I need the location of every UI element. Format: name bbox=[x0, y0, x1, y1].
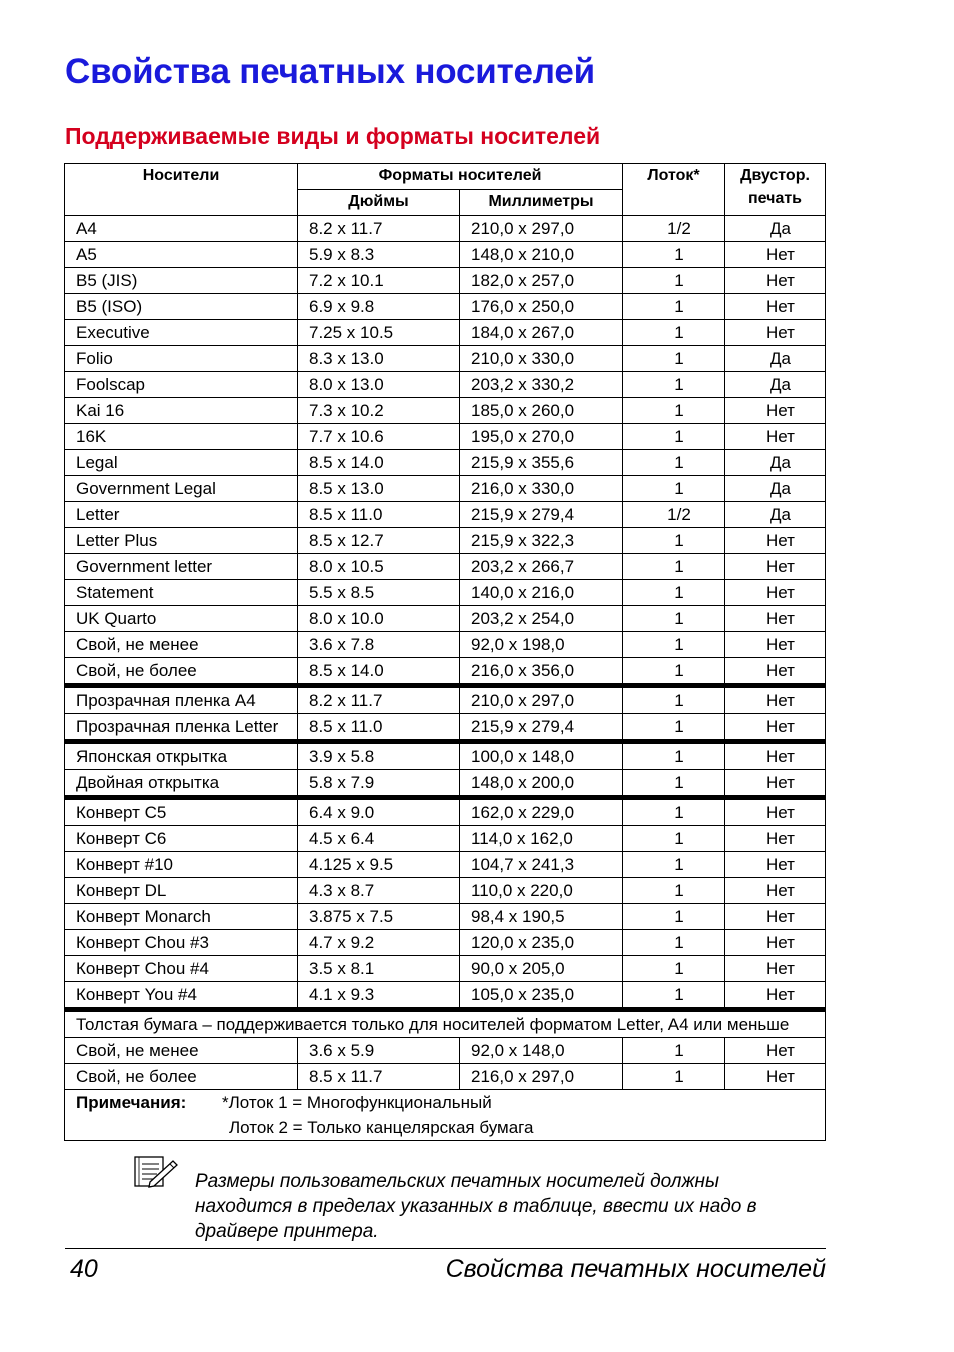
cell-inches: 8.5 x 13.0 bbox=[298, 476, 460, 502]
cell-media: Letter Plus bbox=[65, 528, 298, 554]
table-row bbox=[65, 904, 826, 930]
cell-mm: 216,0 x 297,0 bbox=[460, 1064, 623, 1090]
cell-mm: 148,0 x 200,0 bbox=[460, 770, 623, 798]
cell-inches: 8.5 x 11.0 bbox=[298, 714, 460, 742]
table-row bbox=[65, 424, 826, 450]
cell-media: Executive bbox=[65, 320, 298, 346]
cell-inches: 4.7 x 9.2 bbox=[298, 930, 460, 956]
cell-inches: 3.9 x 5.8 bbox=[298, 742, 460, 770]
cell-tray: 1 bbox=[623, 476, 725, 502]
cell-duplex: Нет bbox=[725, 956, 826, 982]
cell-duplex: Нет bbox=[725, 242, 826, 268]
cell-duplex: Нет bbox=[725, 852, 826, 878]
cell-inches: 7.25 x 10.5 bbox=[298, 320, 460, 346]
cell-media: Конверт C6 bbox=[65, 826, 298, 852]
cell-tray: 1 bbox=[623, 686, 725, 714]
cell-media: B5 (ISO) bbox=[65, 294, 298, 320]
cell-mm: 98,4 x 190,5 bbox=[460, 904, 623, 930]
table-row bbox=[65, 1038, 826, 1064]
cell-mm: 216,0 x 356,0 bbox=[460, 658, 623, 686]
cell-duplex: Нет bbox=[725, 632, 826, 658]
cell-inches: 3.875 x 7.5 bbox=[298, 904, 460, 930]
table-row bbox=[65, 294, 826, 320]
cell-inches: 8.3 x 13.0 bbox=[298, 346, 460, 372]
table-row bbox=[65, 742, 826, 770]
cell-mm: 104,7 x 241,3 bbox=[460, 852, 623, 878]
notepad-pen-icon bbox=[133, 1155, 179, 1189]
cell-mm: 92,0 x 148,0 bbox=[460, 1038, 623, 1064]
table-row bbox=[65, 320, 826, 346]
cell-mm: 195,0 x 270,0 bbox=[460, 424, 623, 450]
footer-title: Свойства печатных носителей bbox=[445, 1255, 826, 1283]
table-row bbox=[65, 554, 826, 580]
table-row bbox=[65, 476, 826, 502]
cell-tray: 1 bbox=[623, 268, 725, 294]
cell-duplex: Нет bbox=[725, 770, 826, 798]
footer-rule bbox=[65, 1248, 826, 1249]
cell-media: Конверт Chou #3 bbox=[65, 930, 298, 956]
cell-tray: 1 bbox=[623, 878, 725, 904]
cell-tray: 1 bbox=[623, 982, 725, 1010]
cell-media: Свой, не менее bbox=[65, 1038, 298, 1064]
notes-line2: Лоток 2 = Только канцелярская бумага bbox=[229, 1118, 534, 1137]
cell-tray: 1 bbox=[623, 826, 725, 852]
cell-tray: 1 bbox=[623, 450, 725, 476]
cell-media: Свой, не более bbox=[65, 658, 298, 686]
table-row bbox=[65, 686, 826, 714]
section-subtitle: Поддерживаемые виды и форматы носителей bbox=[65, 123, 601, 149]
cell-mm: 215,9 x 322,3 bbox=[460, 528, 623, 554]
cell-mm: 215,9 x 355,6 bbox=[460, 450, 623, 476]
rows-transparency bbox=[65, 686, 826, 742]
page-number: 40 bbox=[70, 1255, 98, 1283]
cell-mm: 184,0 x 267,0 bbox=[460, 320, 623, 346]
cell-tray: 1/2 bbox=[623, 216, 725, 242]
header-mm: Миллиметры bbox=[460, 190, 623, 216]
header-media: Носители bbox=[65, 164, 298, 216]
cell-media: UK Quarto bbox=[65, 606, 298, 632]
cell-media: Letter bbox=[65, 502, 298, 528]
header-duplex-line2: печать bbox=[747, 190, 803, 207]
rows-postcards bbox=[65, 742, 826, 798]
cell-tray: 1 bbox=[623, 852, 725, 878]
cell-duplex: Нет bbox=[725, 424, 826, 450]
header-tray: Лоток* bbox=[623, 164, 725, 216]
table-row bbox=[65, 346, 826, 372]
cell-inches: 8.0 x 13.0 bbox=[298, 372, 460, 398]
cell-inches: 8.0 x 10.0 bbox=[298, 606, 460, 632]
cell-tray: 1 bbox=[623, 904, 725, 930]
cell-media: Foolscap bbox=[65, 372, 298, 398]
cell-media: Конверт Monarch bbox=[65, 904, 298, 930]
cell-mm: 210,0 x 297,0 bbox=[460, 216, 623, 242]
cell-tray: 1 bbox=[623, 770, 725, 798]
cell-inches: 4.125 x 9.5 bbox=[298, 852, 460, 878]
cell-duplex: Нет bbox=[725, 268, 826, 294]
cell-duplex: Да bbox=[725, 450, 826, 476]
table-row bbox=[65, 632, 826, 658]
cell-tray: 1 bbox=[623, 798, 725, 826]
cell-mm: 114,0 x 162,0 bbox=[460, 826, 623, 852]
table-row bbox=[65, 658, 826, 686]
cell-media: Statement bbox=[65, 580, 298, 606]
cell-inches: 3.6 x 7.8 bbox=[298, 632, 460, 658]
table-row bbox=[65, 502, 826, 528]
cell-tray: 1 bbox=[623, 1064, 725, 1090]
cell-mm: 210,0 x 297,0 bbox=[460, 686, 623, 714]
cell-duplex: Нет bbox=[725, 658, 826, 686]
cell-tray: 1 bbox=[623, 606, 725, 632]
media-formats-table bbox=[64, 163, 826, 1141]
cell-duplex: Нет bbox=[725, 982, 826, 1010]
cell-duplex: Нет bbox=[725, 294, 826, 320]
cell-duplex: Нет bbox=[725, 580, 826, 606]
cell-tray: 1 bbox=[623, 930, 725, 956]
cell-inches: 5.8 x 7.9 bbox=[298, 770, 460, 798]
header-inches: Дюймы bbox=[298, 190, 460, 216]
table-row bbox=[65, 852, 826, 878]
cell-inches: 7.7 x 10.6 bbox=[298, 424, 460, 450]
cell-inches: 8.5 x 14.0 bbox=[298, 658, 460, 686]
cell-tray: 1 bbox=[623, 742, 725, 770]
cell-duplex: Нет bbox=[725, 826, 826, 852]
cell-tray: 1 bbox=[623, 320, 725, 346]
cell-tray: 1 bbox=[623, 372, 725, 398]
table-row bbox=[65, 1010, 826, 1038]
cell-inches: 7.3 x 10.2 bbox=[298, 398, 460, 424]
cell-mm: 203,2 x 330,2 bbox=[460, 372, 623, 398]
cell-duplex: Нет bbox=[725, 686, 826, 714]
table-row bbox=[65, 268, 826, 294]
cell-media: Прозрачная пленка A4 bbox=[65, 686, 298, 714]
cell-mm: 203,2 x 254,0 bbox=[460, 606, 623, 632]
cell-media: Свой, не менее bbox=[65, 632, 298, 658]
cell-tray: 1 bbox=[623, 242, 725, 268]
cell-media: A5 bbox=[65, 242, 298, 268]
table-row bbox=[65, 930, 826, 956]
cell-media: Legal bbox=[65, 450, 298, 476]
cell-inches: 6.4 x 9.0 bbox=[298, 798, 460, 826]
table-row bbox=[65, 580, 826, 606]
cell-media: Конверт Chou #4 bbox=[65, 956, 298, 982]
cell-mm: 210,0 x 330,0 bbox=[460, 346, 623, 372]
cell-duplex: Да bbox=[725, 372, 826, 398]
cell-duplex: Нет bbox=[725, 798, 826, 826]
cell-inches: 4.1 x 9.3 bbox=[298, 982, 460, 1010]
cell-media: Folio bbox=[65, 346, 298, 372]
table-row bbox=[65, 770, 826, 798]
cell-mm: 100,0 x 148,0 bbox=[460, 742, 623, 770]
table-row bbox=[65, 982, 826, 1010]
cell-media: A4 bbox=[65, 216, 298, 242]
notes-label: Примечания: bbox=[76, 1093, 187, 1112]
cell-media: Свой, не более bbox=[65, 1064, 298, 1090]
notes-line1: *Лоток 1 = Многофункциональный bbox=[222, 1093, 492, 1112]
cell-mm: 148,0 x 210,0 bbox=[460, 242, 623, 268]
table-row bbox=[65, 372, 826, 398]
header-duplex-line1: Двустор. bbox=[740, 167, 810, 184]
table-row bbox=[65, 714, 826, 742]
cell-tray: 1 bbox=[623, 346, 725, 372]
cell-tray: 1 bbox=[623, 632, 725, 658]
cell-inches: 8.5 x 11.0 bbox=[298, 502, 460, 528]
cell-media: Японская открытка bbox=[65, 742, 298, 770]
table-row bbox=[65, 606, 826, 632]
cell-mm: 185,0 x 260,0 bbox=[460, 398, 623, 424]
cell-media: Government Legal bbox=[65, 476, 298, 502]
rows-thick-paper-note bbox=[65, 1010, 826, 1038]
cell-mm: 215,9 x 279,4 bbox=[460, 714, 623, 742]
page-title: Свойства печатных носителей bbox=[65, 52, 595, 91]
cell-duplex: Нет bbox=[725, 606, 826, 632]
cell-mm: 182,0 x 257,0 bbox=[460, 268, 623, 294]
cell-duplex: Да bbox=[725, 502, 826, 528]
cell-duplex: Нет bbox=[725, 742, 826, 770]
table-row bbox=[65, 528, 826, 554]
cell-tray: 1 bbox=[623, 580, 725, 606]
cell-inches: 5.5 x 8.5 bbox=[298, 580, 460, 606]
cell-inches: 6.9 x 9.8 bbox=[298, 294, 460, 320]
cell-inches: 8.5 x 12.7 bbox=[298, 528, 460, 554]
cell-mm: 110,0 x 220,0 bbox=[460, 878, 623, 904]
cell-inches: 8.5 x 11.7 bbox=[298, 1064, 460, 1090]
cell-mm: 92,0 x 198,0 bbox=[460, 632, 623, 658]
cell-tray: 1 bbox=[623, 554, 725, 580]
header-formats: Форматы носителей bbox=[298, 164, 623, 190]
cell-inches: 8.0 x 10.5 bbox=[298, 554, 460, 580]
cell-mm: 203,2 x 266,7 bbox=[460, 554, 623, 580]
cell-mm: 215,9 x 279,4 bbox=[460, 502, 623, 528]
table-row bbox=[65, 1090, 826, 1141]
cell-inches: 5.9 x 8.3 bbox=[298, 242, 460, 268]
cell-mm: 162,0 x 229,0 bbox=[460, 798, 623, 826]
cell-duplex: Нет bbox=[725, 1064, 826, 1090]
table-row bbox=[65, 242, 826, 268]
cell-inches: 3.6 x 5.9 bbox=[298, 1038, 460, 1064]
cell-media: Government letter bbox=[65, 554, 298, 580]
table-row bbox=[65, 398, 826, 424]
thick-paper-note: Толстая бумага – поддерживается только для носителей форматом Letter, A4 или меньше bbox=[65, 1010, 826, 1038]
cell-media: Конверт You #4 bbox=[65, 982, 298, 1010]
cell-media: B5 (JIS) bbox=[65, 268, 298, 294]
cell-duplex: Нет bbox=[725, 528, 826, 554]
cell-media: 16K bbox=[65, 424, 298, 450]
cell-media: Двойная открытка bbox=[65, 770, 298, 798]
cell-tray: 1 bbox=[623, 1038, 725, 1064]
cell-media: Конверт #10 bbox=[65, 852, 298, 878]
rows-thick-paper bbox=[65, 1038, 826, 1090]
cell-inches: 3.5 x 8.1 bbox=[298, 956, 460, 982]
rows-notes bbox=[65, 1090, 826, 1141]
cell-mm: 216,0 x 330,0 bbox=[460, 476, 623, 502]
cell-inches: 4.3 x 8.7 bbox=[298, 878, 460, 904]
cell-tray: 1 bbox=[623, 398, 725, 424]
header-duplex bbox=[725, 164, 826, 216]
cell-duplex: Нет bbox=[725, 398, 826, 424]
cell-tray: 1 bbox=[623, 528, 725, 554]
rows-envelopes bbox=[65, 798, 826, 1010]
table-row bbox=[65, 1064, 826, 1090]
cell-duplex: Да bbox=[725, 216, 826, 242]
cell-tray: 1 bbox=[623, 424, 725, 450]
cell-media: Конверт C5 bbox=[65, 798, 298, 826]
cell-inches: 4.5 x 6.4 bbox=[298, 826, 460, 852]
table-row bbox=[65, 826, 826, 852]
cell-mm: 176,0 x 250,0 bbox=[460, 294, 623, 320]
table-row bbox=[65, 956, 826, 982]
cell-mm: 105,0 x 235,0 bbox=[460, 982, 623, 1010]
cell-duplex: Нет bbox=[725, 714, 826, 742]
cell-duplex: Нет bbox=[725, 878, 826, 904]
cell-duplex: Нет bbox=[725, 554, 826, 580]
cell-mm: 90,0 x 205,0 bbox=[460, 956, 623, 982]
cell-duplex: Нет bbox=[725, 904, 826, 930]
cell-inches: 8.2 x 11.7 bbox=[298, 686, 460, 714]
cell-media: Kai 16 bbox=[65, 398, 298, 424]
cell-tray: 1/2 bbox=[623, 502, 725, 528]
cell-tray: 1 bbox=[623, 294, 725, 320]
cell-inches: 7.2 x 10.1 bbox=[298, 268, 460, 294]
note-text: Размеры пользовательских печатных носителей должны находится в пределах указанных в таблице, ввести их надо в драйвере принтера. bbox=[195, 1171, 757, 1242]
cell-duplex: Да bbox=[725, 346, 826, 372]
cell-duplex: Нет bbox=[725, 1038, 826, 1064]
cell-duplex: Да bbox=[725, 476, 826, 502]
cell-inches: 8.5 x 14.0 bbox=[298, 450, 460, 476]
cell-duplex: Нет bbox=[725, 930, 826, 956]
cell-media: Конверт DL bbox=[65, 878, 298, 904]
table-row bbox=[65, 878, 826, 904]
cell-mm: 140,0 x 216,0 bbox=[460, 580, 623, 606]
cell-tray: 1 bbox=[623, 714, 725, 742]
cell-tray: 1 bbox=[623, 956, 725, 982]
cell-duplex: Нет bbox=[725, 320, 826, 346]
cell-mm: 120,0 x 235,0 bbox=[460, 930, 623, 956]
table-notes bbox=[65, 1090, 826, 1141]
table-row bbox=[65, 798, 826, 826]
table-row bbox=[65, 216, 826, 242]
cell-tray: 1 bbox=[623, 658, 725, 686]
cell-inches: 8.2 x 11.7 bbox=[298, 216, 460, 242]
table-row bbox=[65, 450, 826, 476]
cell-media: Прозрачная пленка Letter bbox=[65, 714, 298, 742]
rows-standard bbox=[65, 216, 826, 686]
